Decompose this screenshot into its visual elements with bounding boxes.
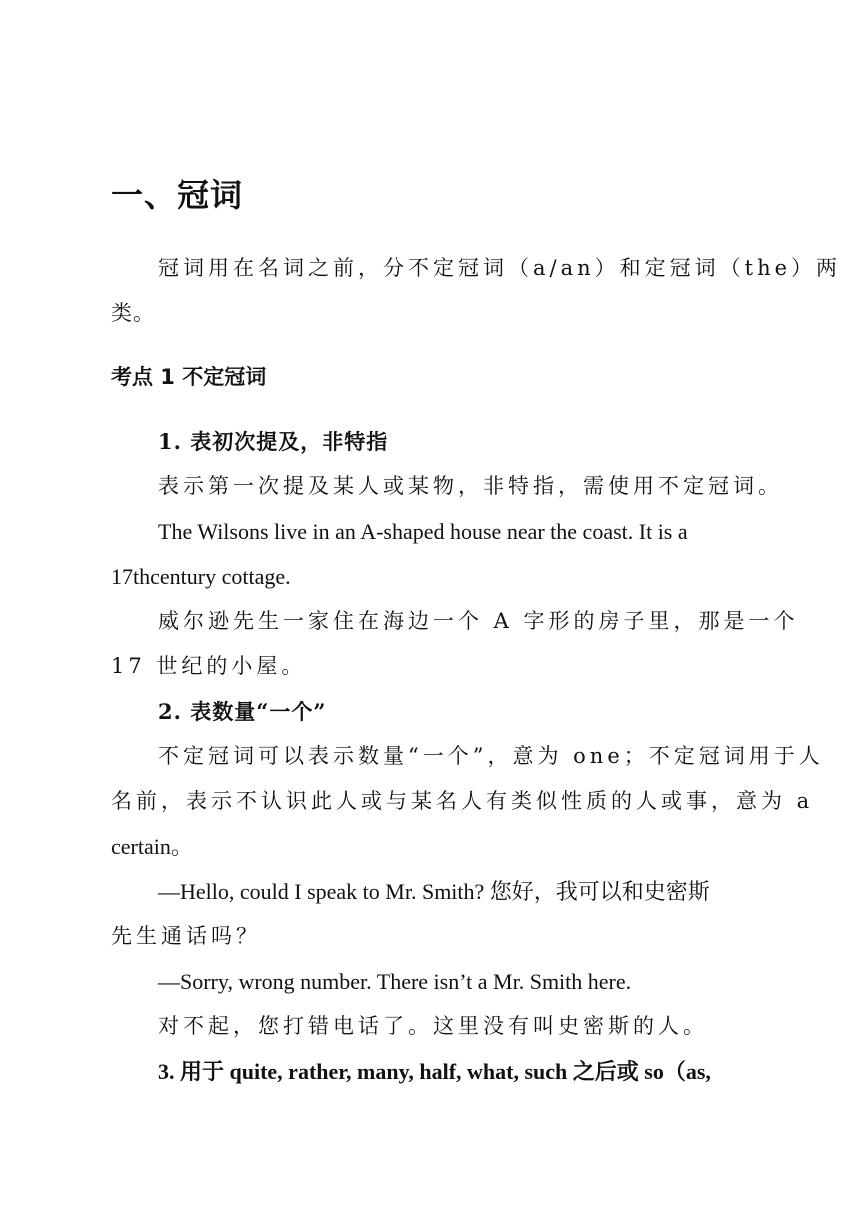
section-heading: 考点 1 不定冠词 bbox=[111, 365, 267, 389]
paragraph-line: 对不起，您打错电话了。这里没有叫史密斯的人。 bbox=[158, 1014, 708, 1038]
page-title: 一、冠词 bbox=[111, 176, 244, 214]
intro-line: 冠词用在名词之前，分不定冠词（a/an）和定冠词（the）两 bbox=[158, 256, 842, 280]
paragraph-line: 不定冠词可以表示数量“一个”，意为 one；不定冠词用于人 bbox=[158, 744, 824, 768]
point-2 bbox=[111, 689, 824, 1049]
point-1 bbox=[111, 419, 799, 689]
paragraph-line: 表示第一次提及某人或某物，非特指，需使用不定冠词。 bbox=[158, 474, 783, 498]
paragraph-line: 17 世纪的小屋。 bbox=[111, 654, 307, 678]
intro-paragraph bbox=[111, 246, 842, 336]
point-heading: 2. 表数量“一个” bbox=[158, 699, 327, 724]
point-heading: 1. 表初次提及，非特指 bbox=[158, 429, 389, 454]
paragraph-line: 名前，表示不认识此人或与某名人有类似性质的人或事，意为 a bbox=[111, 789, 814, 813]
paragraph-line: —Hello, could I speak to Mr. Smith? 您好，我可以和史密斯 bbox=[158, 879, 710, 904]
intro-line: 类。 bbox=[111, 301, 155, 325]
point-heading: 3. 用于 quite, rather, many, half, what, such 之后或 so（as, bbox=[158, 1059, 711, 1084]
paragraph-line: The Wilsons live in an A-shaped house near the coast. It is a bbox=[158, 519, 688, 544]
paragraph-line: 威尔逊先生一家住在海边一个 A 字形的房子里，那是一个 bbox=[158, 609, 799, 633]
paragraph-line: 先生通话吗？ bbox=[111, 924, 261, 948]
point-3 bbox=[111, 1049, 751, 1094]
paragraph-line: —Sorry, wrong number. There isn’t a Mr. Smith here. bbox=[158, 969, 632, 994]
paragraph-line: 17thcentury cottage. bbox=[111, 564, 291, 589]
paragraph-line: certain。 bbox=[111, 834, 193, 859]
